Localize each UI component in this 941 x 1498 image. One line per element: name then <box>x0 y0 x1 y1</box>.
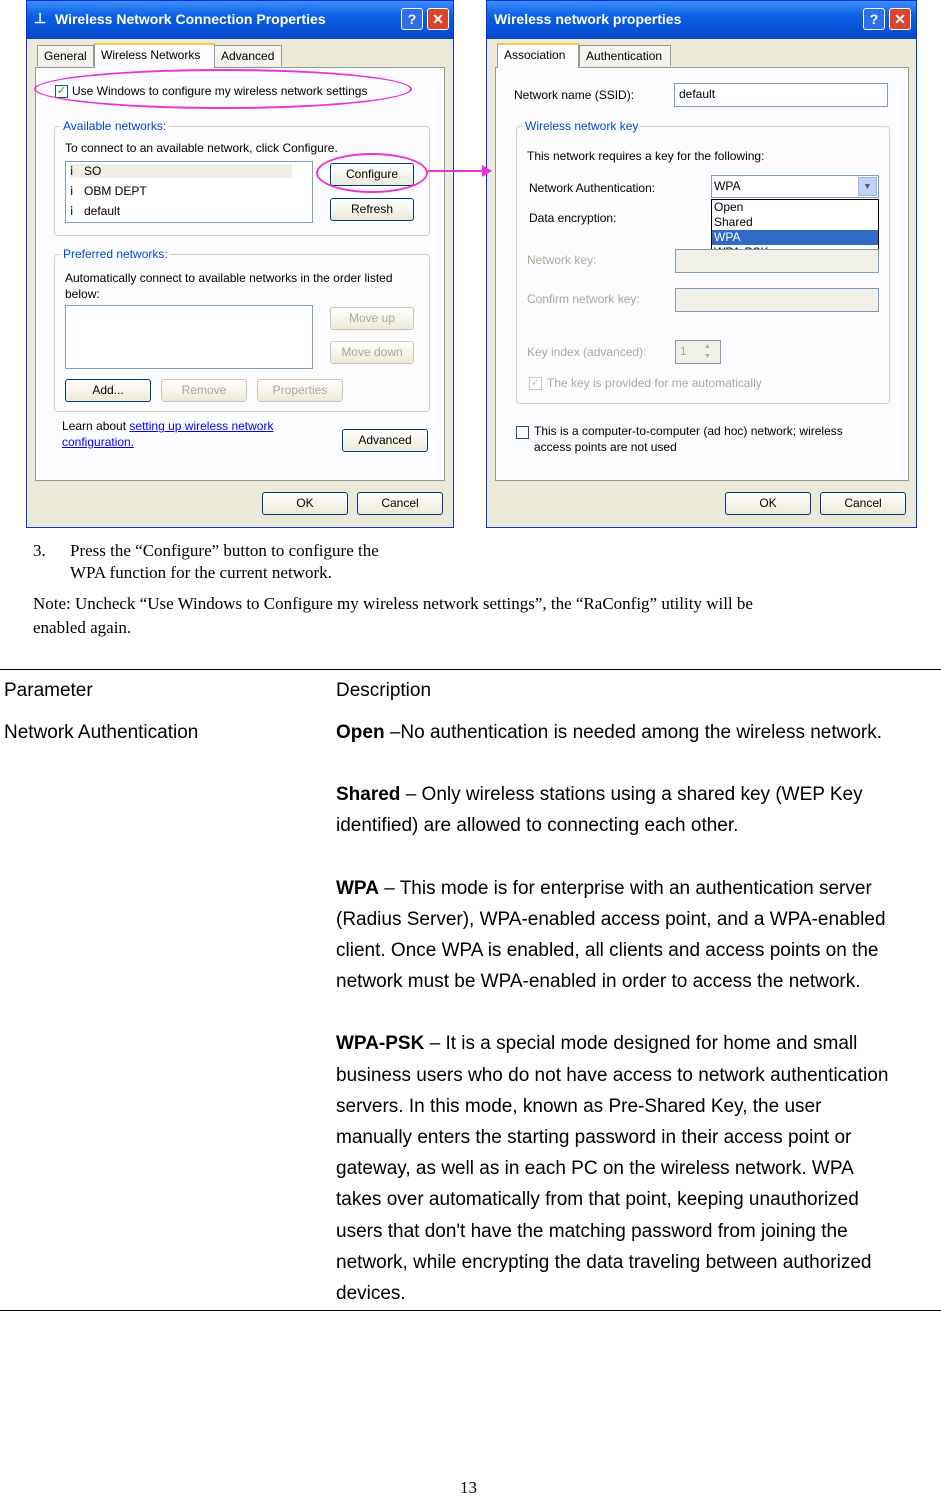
auth-option-open[interactable]: Open <box>714 200 744 214</box>
refresh-button[interactable]: Refresh <box>330 198 414 221</box>
highlight-ellipse-checkbox <box>34 69 412 109</box>
auth-option-shared[interactable]: Shared <box>714 215 753 229</box>
setup-link-continued[interactable]: configuration. <box>62 435 135 449</box>
chevron-down-icon[interactable]: ▼ <box>858 177 877 196</box>
list-item[interactable]: ⅰ OBM DEPT <box>70 184 147 198</box>
auth-label: Network Authentication: <box>529 181 656 195</box>
learn-about-text: Learn about setting up wireless network <box>62 419 274 433</box>
entry-shared: Shared – Only wireless stations using a shared key (WEP Key <box>336 784 863 806</box>
properties-button[interactable]: Properties <box>257 379 343 402</box>
description-cell: Open –No authentication is needed among the wireless network. Shared – Only wireless stations using a shared key (WEP Key identified) are allowed to connecting each other. WPA – This mode is for enterprise with an authentication server (Radius Server), WPA-enabled access point, and a WPA-enabled client. Once WPA is enabled, all clients and access points on the network must be WPA-enabled in order to access the network. WPA-PSK – It is a special mode designed for home and small business users who do not have access to network authentication servers. In this mode, known as Pre-Shared Key, the user manually enters the starting password in their access point or gateway, as well as in each PC on the wireless network. WPA takes over automatically from that point, keeping unauthorized users that don't have the matching password from joining the network, while encrypting the data traveling between authorized devices. <box>336 717 941 1311</box>
encryption-label: Data encryption: <box>529 211 617 225</box>
help-icon[interactable]: ? <box>401 8 423 30</box>
ssid-label: Network name (SSID): <box>514 88 635 102</box>
stepper-arrows-icon[interactable]: ▲ ▼ <box>704 343 711 360</box>
key-hint: This network requires a key for the following: <box>527 149 765 163</box>
auto-key-label: The key is provided for me automatically <box>547 376 762 390</box>
preferred-networks-list[interactable] <box>65 305 313 369</box>
auth-select[interactable]: WPA <box>711 175 879 198</box>
key-index-label: Key index (advanced): <box>527 345 647 359</box>
add-button[interactable]: Add... <box>65 379 151 402</box>
network-icon: ⊥ <box>34 10 47 26</box>
help-icon[interactable]: ? <box>863 8 885 30</box>
setup-link[interactable]: setting up wireless network <box>129 419 274 433</box>
antenna-icon: ⅰ <box>70 204 74 218</box>
header-description: Description <box>336 670 941 718</box>
available-hint: To connect to an available network, click Configure. <box>65 141 338 155</box>
close-icon[interactable]: ✕ <box>427 8 449 30</box>
wireless-network-properties-dialog <box>486 0 917 528</box>
step-text-2: WPA function for the current network. <box>70 563 332 582</box>
header-parameter: Parameter <box>0 670 336 718</box>
antenna-icon: ⅰ <box>70 164 74 178</box>
page-number: 13 <box>460 1478 477 1497</box>
tab-general[interactable]: General <box>37 45 94 66</box>
configure-button[interactable]: Configure <box>330 163 414 186</box>
use-windows-label: Use Windows to configure my wireless network settings <box>72 84 368 98</box>
note-text: Note: Uncheck “Use Windows to Configure my wireless network settings”, the “RaConfig” utility will be <box>33 594 753 613</box>
tab-authentication[interactable]: Authentication <box>579 45 671 66</box>
tab-association[interactable]: Association <box>497 43 579 68</box>
available-networks-title: Available networks: <box>63 119 167 133</box>
dialog-title: Wireless Network Connection Properties <box>55 11 326 27</box>
parameter-table <box>0 669 941 1311</box>
key-index-stepper[interactable]: 1 <box>675 340 721 364</box>
ssid-input[interactable]: default <box>674 83 888 107</box>
titlebar <box>27 1 453 39</box>
move-up-button[interactable]: Move up <box>330 307 414 330</box>
remove-button[interactable]: Remove <box>161 379 247 402</box>
dialog-title: Wireless network properties <box>494 11 682 27</box>
available-networks-list <box>65 161 313 223</box>
confirm-key-input[interactable] <box>675 288 879 312</box>
list-item[interactable]: ⅰ default <box>70 204 121 218</box>
auto-key-checkbox[interactable]: ✓ <box>530 377 541 389</box>
wireless-key-group <box>516 119 890 404</box>
step-text: Press the “Configure” button to configure the <box>70 541 379 560</box>
tab-wireless-networks[interactable]: Wireless Networks <box>94 43 215 68</box>
ok-button[interactable]: OK <box>262 492 348 515</box>
close-icon[interactable]: ✕ <box>889 8 911 30</box>
preferred-networks-title: Preferred networks: <box>63 247 168 261</box>
preferred-hint: Automatically connect to available networks in the order listed <box>65 271 393 285</box>
cancel-button[interactable]: Cancel <box>357 492 443 515</box>
antenna-icon: ⅰ <box>70 184 74 198</box>
advanced-button[interactable]: Advanced <box>342 429 428 452</box>
entry-wpa-psk: WPA-PSK – It is a special mode designed for home and small <box>336 1033 858 1055</box>
ok-button[interactable]: OK <box>725 492 811 515</box>
annotation-arrow-icon <box>426 163 492 179</box>
parameter-cell: Network Authentication <box>0 717 336 1311</box>
list-item[interactable]: ⅰ SO <box>70 164 292 178</box>
wireless-key-title: Wireless network key <box>525 119 639 133</box>
highlight-ellipse-configure <box>316 153 428 193</box>
move-down-button[interactable]: Move down <box>330 341 414 364</box>
note-text-2: enabled again. <box>33 618 132 637</box>
confirm-key-label: Confirm network key: <box>527 292 640 306</box>
adhoc-label-2: access points are not used <box>534 440 677 454</box>
network-key-label: Network key: <box>527 253 597 267</box>
use-windows-checkbox[interactable]: ✓ <box>56 85 67 97</box>
adhoc-label: This is a computer-to-computer (ad hoc) network; wireless <box>534 424 843 438</box>
step-number: 3. <box>33 541 46 560</box>
association-panel <box>495 67 909 481</box>
adhoc-checkbox[interactable] <box>516 426 529 439</box>
entry-open: Open –No authentication is needed among the wireless network. <box>336 722 883 743</box>
titlebar <box>487 1 916 39</box>
tab-advanced[interactable]: Advanced <box>214 45 282 66</box>
network-key-input[interactable] <box>675 249 879 273</box>
cancel-button[interactable]: Cancel <box>820 492 906 515</box>
preferred-hint-2: below: <box>65 287 100 301</box>
auth-option-wpa[interactable]: WPA <box>712 230 878 245</box>
wireless-networks-panel <box>35 67 445 481</box>
preferred-networks-group <box>54 247 430 412</box>
entry-wpa: WPA – This mode is for enterprise with an authentication server <box>336 877 872 899</box>
